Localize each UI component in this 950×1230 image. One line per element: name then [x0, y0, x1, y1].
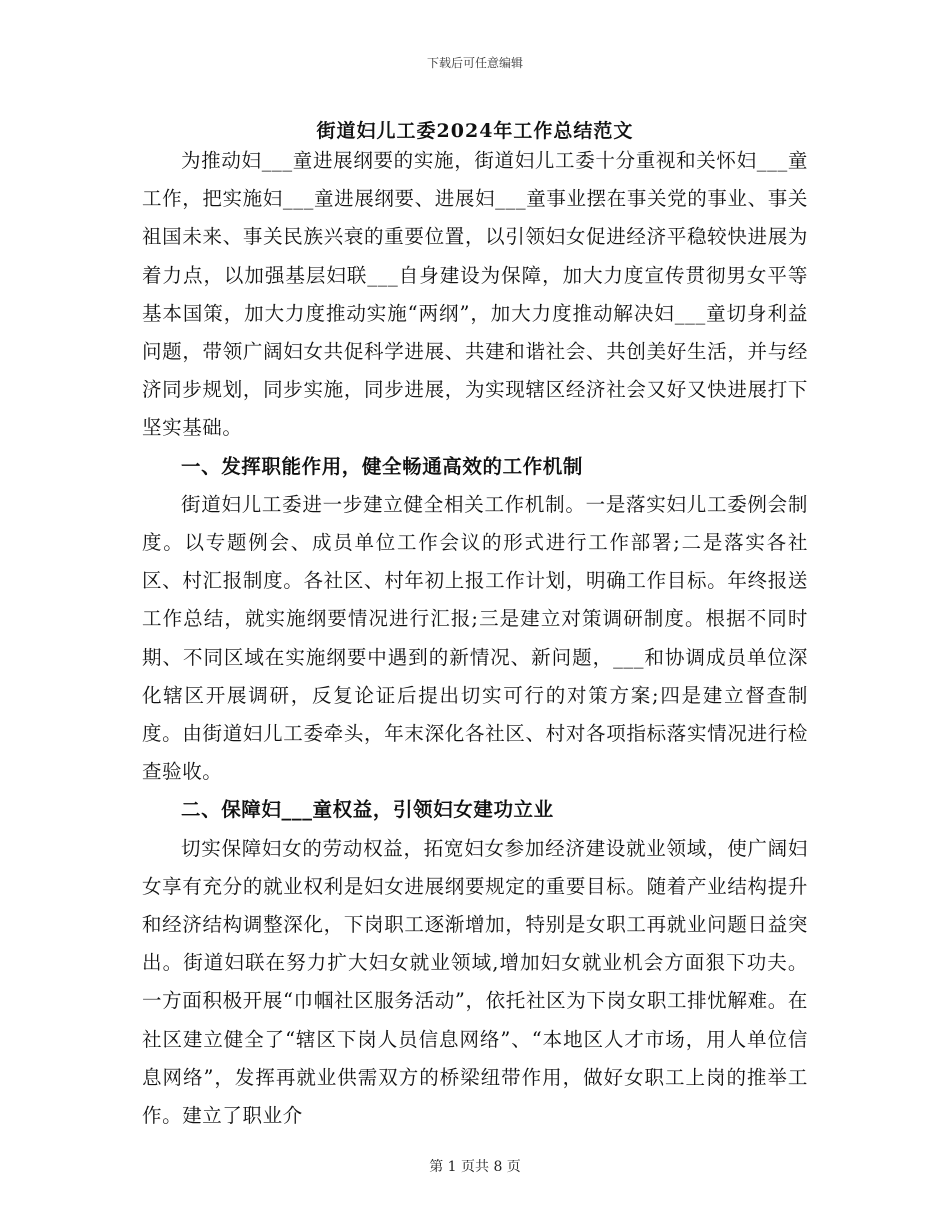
document-body	[142, 142, 808, 1135]
document-title: 街道妇儿工委2024年工作总结范文	[316, 120, 634, 142]
section-1-paragraph: 街道妇儿工委进一步建立健全相关工作机制。一是落实妇儿工委例会制度。以专题例会、成员单位工作会议的形式进行工作部署;二是落实各社区、村汇报制度。各社区、村年初上报工作计划，明确工作目标。年终报送工作总结，就实施纲要情况进行汇报;三是建立对策调研制度。根据不同时期、不同区域在实施纲要中遇到的新情况、新问题，___和协调成员单位深化辖区开展调研，反复论证后提出切实可行的对策方案;四是建立督查制度。由街道妇儿工委牵头，年末深化各社区、村对各项指标落实情况进行检查验收。	[142, 492, 808, 784]
section-heading-1: 一、发挥职能作用，健全畅通高效的工作机制	[181, 454, 584, 478]
section-heading-2: 二、保障妇___童权益，引领妇女建功立业	[181, 798, 554, 822]
intro-paragraph: 为推动妇___童进展纲要的实施，街道妇儿工委十分重视和关怀妇___童工作，把实施妇___童进展纲要、进展妇___童事业摆在事关党的事业、事关祖国未来、事关民族兴衰的重要位置，以引领妇女促进经济平稳较快进展为着力点，以加强基层妇联___自身建设为保障，加大力度宣传贯彻男女平等基本国策，加大力度推动实施“两纲”，加大力度推动解决妇___童切身利益问题，带领广阔妇女共促科学进展、共建和谐社会、共创美好生活，并与经济同步规划，同步实施，同步进展，为实现辖区经济社会又好又快进展打下坚实基础。	[142, 149, 808, 440]
section-2-paragraph: 切实保障妇女的劳动权益，拓宽妇女参加经济建设就业领域，使广阔妇女享有充分的就业权利是妇女进展纲要规定的重要目标。随着产业结构提升和经济结构调整深化，下岗职工逐渐增加，特别是女职工再就业问题日益突出。街道妇联在努力扩大妇女就业领域,增加妇女就业机会方面狠下功夫。一方面积极开展“巾帼社区服务活动”，依托社区为下岗女职工排忧解难。在社区建立健全了“辖区下岗人员信息网络”、“本地区人才市场，用人单位信息网络”，发挥再就业供需双方的桥梁纽带作用，做好女职工上岗的推举工作。建立了职业介	[142, 836, 808, 1128]
page-number: 第 1 页共 8 页	[429, 1159, 521, 1175]
page-header-note: 下载后可任意编辑	[426, 56, 523, 70]
